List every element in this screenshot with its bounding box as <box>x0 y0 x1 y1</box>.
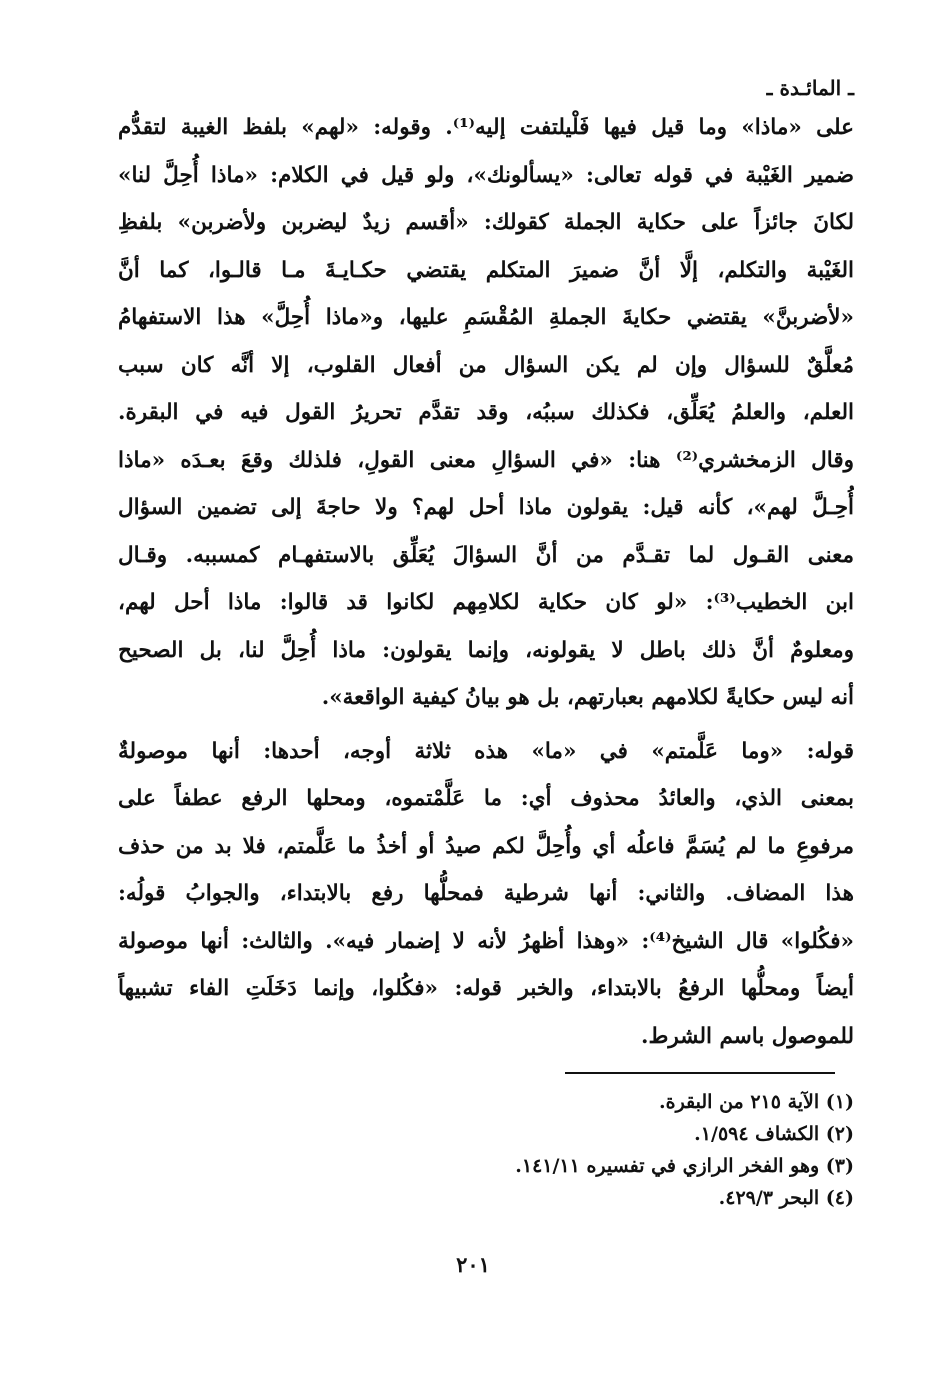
footnote: (١) الآية ٢١٥ من البقرة. <box>659 1091 854 1113</box>
running-head: ـ المائـدة ـ <box>766 76 854 100</box>
text-line: ابن الخطيب⁽³⁾: «لو كان حكاية لكلامِهم لكانوا قد قالوا: ماذا أحل لهم، <box>118 590 854 615</box>
footnote: (٢) الكشاف ١/٥٩٤. <box>694 1123 854 1145</box>
text-line: للموصول باسم الشرط. <box>641 1023 854 1049</box>
text-line: وقال الزمخشري⁽²⁾ هنا: «في السؤالِ معنى القولِ، فلذلك وقعَ بعـدَه «ماذا <box>118 447 854 473</box>
text-line: ضمير الغَيْبة في قوله تعالى: «يسألونك»، ولو قيل في الكلام: «ماذا أُحِلَّ لنا» <box>118 162 854 188</box>
footnote-divider <box>565 1072 835 1074</box>
text-line: قوله: «وما عَلَّمتم» في «ما» هذه ثلاثة أوجه، أحدها: أنها موصولةٌ <box>118 738 854 764</box>
footnote: (٤) البحر ٤٢٩/٣. <box>718 1187 854 1209</box>
paragraph <box>118 104 854 722</box>
page-number: ٢٠١ <box>456 1252 490 1277</box>
text-line: لكانَ جائزاً على حكاية الجملة كقولك: «أقسم زيدٌ ليضربن ولأضربن» بلفظِ <box>118 210 854 235</box>
footnotes <box>354 1086 854 1214</box>
text-line: أيضاً ومحلُّها الرفعُ بالابتداء، والخبر قوله: «فكُلوا، وإنما دَخَلَتِ الفاء تشبيهاً <box>118 976 854 1001</box>
text-line: الغَيْبة والتكلم، إلَّا أنَّ ضميرَ المتكلم يقتضي حكـايـةَ مـا قالـوا، كما أنَّ <box>118 257 854 283</box>
text-line: معنى القـول لما تقـدَّم من أنَّ السؤالَ يُعَلِّق بالاستفهـام كمسببه. وقـال <box>118 542 854 568</box>
text-line: مُعلَّقٌ للسؤال وإن لم يكن السؤال من أفعال القلوب، إلا أنَّه كان سبب <box>118 352 854 378</box>
text-line: «فكُلوا» قال الشيخ⁽⁴⁾: «وهذا أظهرُ لأنه لا إضمار فيه». والثالث: أنها موصولة <box>118 928 854 954</box>
footnote: (٣) وهو الفخر الرازي في تفسيره ١٤١/١١. <box>515 1155 854 1177</box>
text-line: العلم، والعلمُ يُعَلِّق، فكذلك سببُه، وقد تقدَّم تحريرُ القول فيه في البقرة. <box>118 400 854 425</box>
text-line: ومعلومٌ أنَّ ذلك باطل لا يقولونه، وإنما يقولون: ماذا أُحِلَّ لنا، بل الصحيح <box>118 637 854 663</box>
text-line: بمعنى الذي، والعائدُ محذوف أي: ما عَلَّمْتموه، ومحلها الرفع عطفاً على <box>118 786 854 811</box>
main-text <box>118 104 854 1060</box>
paragraph <box>118 728 854 1061</box>
text-line: أُحِـلَّ لهم»، كأنه قيل: يقولون ماذا أحل لهم؟ ولا حاجةَ إلى تضمين السؤال <box>118 495 854 520</box>
text-line: هذا المضاف. والثاني: أنها شرطية فمحلُّها رفع بالابتداء، والجوابُ قولُه: <box>118 881 854 906</box>
text-line: مرفوعِ ما لم يُسَمَّ فاعلُه أي وأُحِلَّ لكم صيدُ أو أخذُ ما عَلَّمتم، فلا بد من حذف <box>118 833 854 859</box>
text-line: أنه ليس حكايةً لكلامهم بعبارتهم، بل هو بيانُ كيفية الواقعة». <box>321 685 854 710</box>
text-line: على «ماذا» وما قيل فيها فَلْيلتفت إليه⁽¹⁾. وقوله: «لهم» بلفظ الغيبة لتقدُّم <box>118 115 854 140</box>
text-line: «لأضربنَّ» يقتضي حكايةَ الجملةِ المُقْسَمِ عليها، و«ماذا أُحِلَّ» هذا الاستفهامُ <box>118 305 854 330</box>
